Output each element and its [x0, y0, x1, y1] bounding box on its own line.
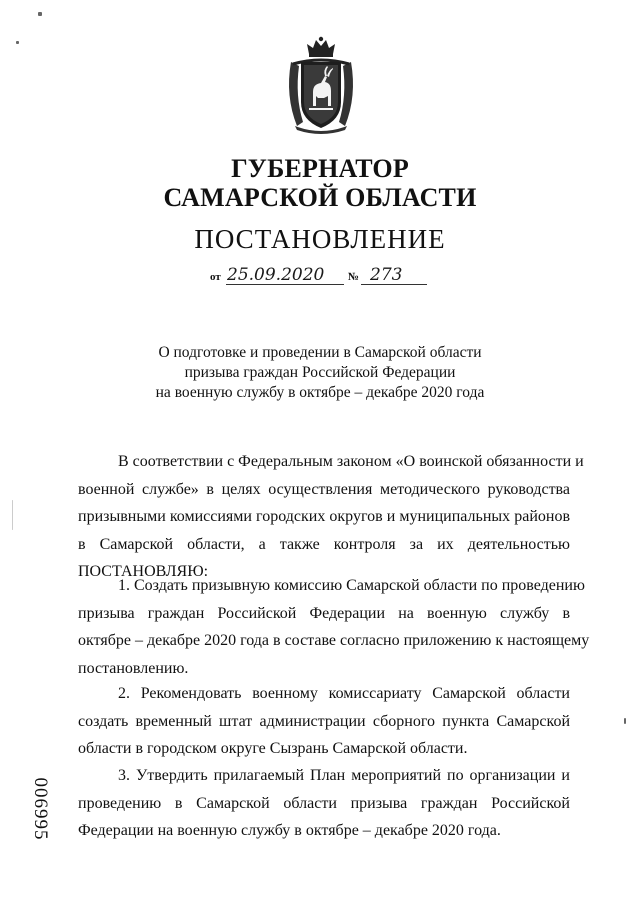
- document-subject: [100, 343, 540, 403]
- scan-speck: [38, 12, 42, 16]
- text-line: 1. Создать призывную комиссию Самарской области по проведению: [118, 577, 585, 594]
- scan-speck: [16, 41, 19, 44]
- text-line: 3. Утвердить прилагаемый План мероприятий по организации и: [118, 767, 570, 784]
- serial-number-text: 006995: [30, 777, 51, 841]
- date-underline: [226, 284, 344, 285]
- text-line: октябре – декабре 2020 года в составе согласно приложению к настоящему: [78, 632, 590, 649]
- number-value-handwritten: 273: [370, 265, 403, 285]
- date-value-handwritten: 25.09.2020: [227, 265, 325, 285]
- preamble-paragraph: [78, 448, 584, 586]
- scan-edge-mark: [12, 500, 13, 530]
- text-line: призыва граждан Российской Федерации на военную службу в: [78, 604, 570, 622]
- subject-line: О подготовке и проведении в Самарской области: [158, 344, 482, 361]
- text-line: призывными комиссиями городских округов и муниципальных районов: [78, 508, 570, 525]
- text-line: 2. Рекомендовать военному комиссариату Самарской области: [118, 685, 570, 702]
- subject-line: на военную службу в октябре – декабре 2020 года: [155, 384, 485, 401]
- number-label: №: [348, 271, 360, 283]
- authority-title-line2: САМАРСКОЙ ОБЛАСТИ: [163, 183, 477, 212]
- text-line: проведению в Самарской области призыва граждан Российской: [78, 794, 570, 812]
- document-type-heading: ПОСТАНОВЛЕНИЕ: [194, 224, 446, 254]
- text-line: Федерации на военную службу в октябре – декабре 2020 года.: [78, 822, 501, 839]
- text-line: области в городском округе Сызрань Самарской области.: [78, 740, 468, 757]
- subject-line: призыва граждан Российской Федерации: [184, 364, 456, 381]
- text-line: ПОСТАНОВЛЯЮ:: [78, 563, 209, 580]
- coat-of-arms-emblem: [283, 36, 359, 134]
- authority-title-line1: ГУБЕРНАТОР: [231, 154, 409, 183]
- text-line: в Самарской области, а также контроля за их деятельностью: [78, 535, 570, 553]
- registration-line: [210, 265, 450, 287]
- text-line: В соответствии с Федеральным законом «О воинской обязанности и: [118, 453, 584, 470]
- item-2-paragraph: [78, 680, 570, 763]
- date-label: от: [210, 271, 221, 283]
- text-line: создать временный штат администрации сборного пункта Самарской: [78, 712, 570, 730]
- scan-speck: [624, 718, 626, 724]
- item-1-paragraph: [78, 572, 590, 682]
- margin-serial-number: [20, 760, 60, 860]
- text-line: военной службе» в целях осуществления методического руководства: [78, 480, 570, 498]
- text-line: постановлению.: [78, 659, 189, 677]
- item-3-paragraph: [78, 762, 570, 845]
- number-underline: [361, 284, 427, 285]
